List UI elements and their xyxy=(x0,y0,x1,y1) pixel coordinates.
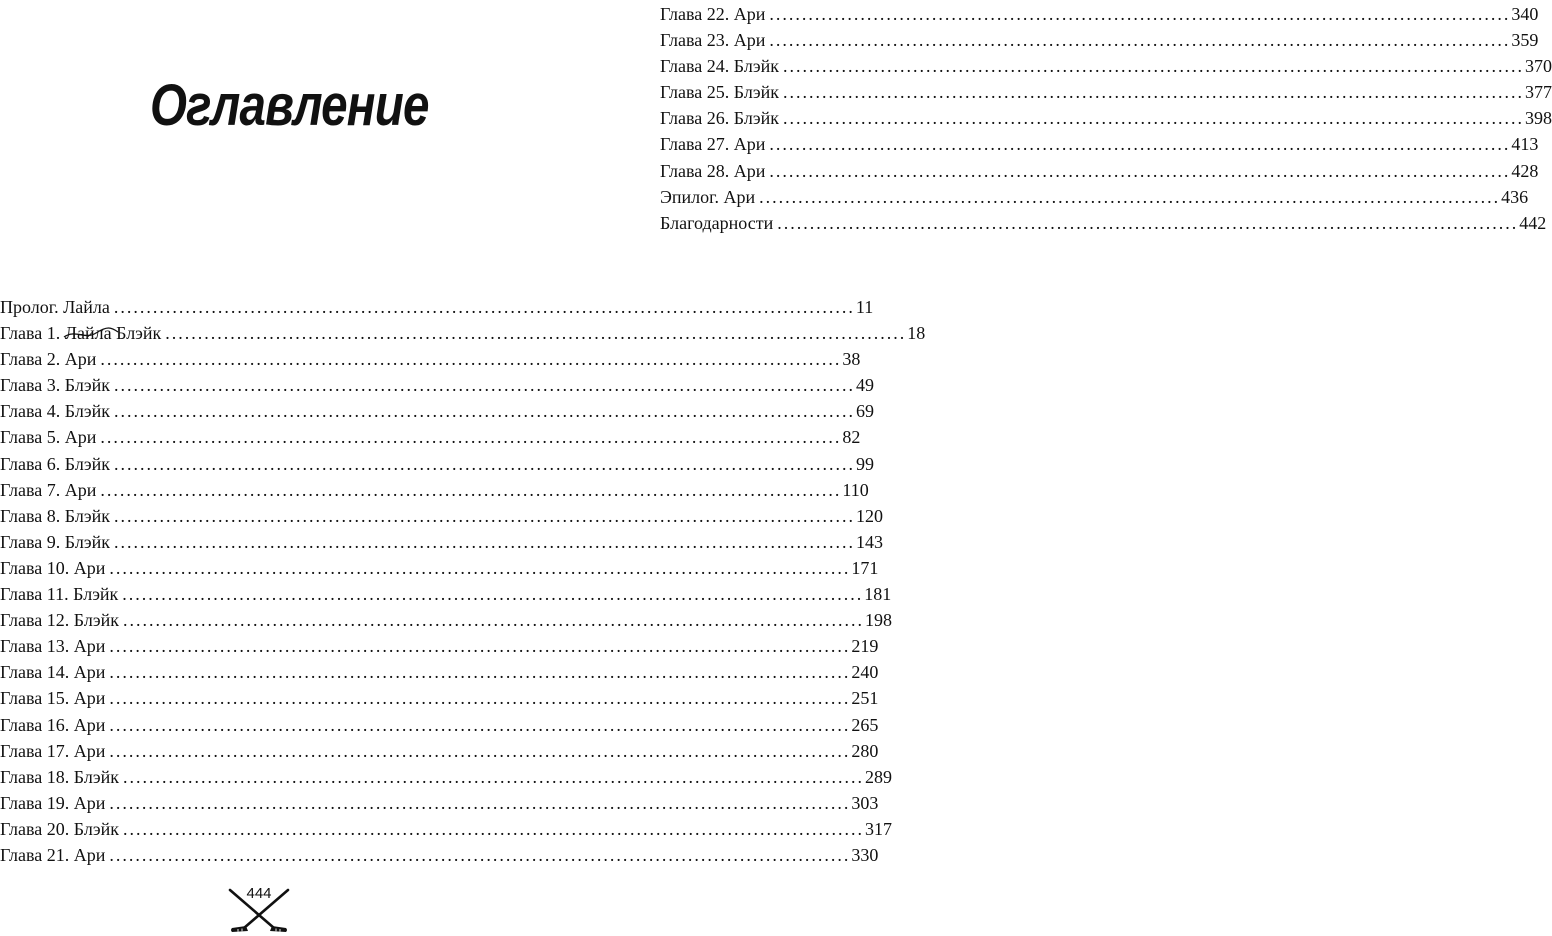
toc-entry xyxy=(0,398,874,424)
toc-entry-page: 38 xyxy=(842,349,861,370)
toc-entry xyxy=(0,685,879,711)
toc-dot-leader: .................................................................................................................. xyxy=(769,160,1511,181)
toc-entry xyxy=(0,816,892,842)
toc-entry-title: Благодарности xyxy=(660,212,774,233)
toc-entry xyxy=(660,131,1539,157)
toc-entry xyxy=(660,1,1539,27)
toc-dot-leader: .................................................................................................................. xyxy=(109,557,851,578)
toc-entry-page: 181 xyxy=(864,584,892,605)
toc-entry xyxy=(0,842,879,868)
folio xyxy=(226,884,292,934)
toc-entry-page: 198 xyxy=(864,610,892,631)
toc-dot-leader: .................................................................................................................. xyxy=(122,766,864,787)
toc-dot-leader: .................................................................................................................. xyxy=(777,212,1519,233)
handwritten-strikethrough xyxy=(63,324,119,344)
toc-entry-chapter-1 xyxy=(0,320,926,346)
toc-entry-page: 436 xyxy=(1501,186,1529,207)
toc-entry-title: Глава 6. Блэйк xyxy=(0,453,110,474)
toc-dot-leader: .................................................................................................................. xyxy=(100,427,842,448)
toc-entry-page: 49 xyxy=(855,375,874,396)
toc-entry-title: Глава 26. Блэйк xyxy=(660,108,779,129)
toc-entry xyxy=(0,738,879,764)
toc-entry-title: Глава 28. Ари xyxy=(660,160,766,181)
toc-entry-title: Глава 24. Блэйк xyxy=(660,56,779,77)
toc-entry xyxy=(660,158,1539,184)
toc-entry-title: Глава 12. Блэйк xyxy=(0,610,119,631)
toc-entry-page: 289 xyxy=(864,766,892,787)
toc-entry-title: Глава 20. Блэйк xyxy=(0,818,119,839)
toc-entry-page: 219 xyxy=(851,636,879,657)
toc-entry-title: Глава 5. Ари xyxy=(0,427,97,448)
toc-dot-leader: .................................................................................................................. xyxy=(100,349,842,370)
toc-entry xyxy=(0,503,883,529)
toc-dot-leader: .................................................................................................................. xyxy=(782,108,1524,129)
toc-entry-title: Глава 22. Ари xyxy=(660,4,766,24)
chapter-name: Блэйк xyxy=(116,323,162,344)
toc-dot-leader: .................................................................................................................. xyxy=(769,30,1511,51)
toc-entry xyxy=(0,529,883,555)
toc-entry-title: Глава 19. Ари xyxy=(0,792,106,813)
toc-entry xyxy=(0,764,892,790)
toc-heading: Оглавление xyxy=(150,73,429,138)
toc-entry-page: 317 xyxy=(864,818,892,839)
toc-entry-title: Глава 13. Ари xyxy=(0,636,106,657)
toc-dot-leader: .................................................................................................................. xyxy=(109,714,851,735)
toc-entry-page: 171 xyxy=(851,557,879,578)
toc-entry-page: 18 xyxy=(907,323,926,344)
toc-dot-leader: .................................................................................................................. xyxy=(782,82,1524,103)
toc-entry-page: 303 xyxy=(851,792,879,813)
toc-dot-leader: .................................................................................................................. xyxy=(782,56,1524,77)
toc-entry xyxy=(0,346,861,372)
toc-entry-page: 280 xyxy=(851,740,879,761)
toc-entry-page: 251 xyxy=(851,688,879,709)
toc-entry xyxy=(0,659,879,685)
toc-dot-leader: .................................................................................................................. xyxy=(109,636,851,657)
toc-entry-title: Глава 9. Блэйк xyxy=(0,531,110,552)
toc-entry-page: 398 xyxy=(1524,108,1552,129)
toc-entry-title xyxy=(0,320,161,346)
toc-entry-title: Глава 21. Ари xyxy=(0,844,106,865)
toc-dot-leader: .................................................................................................................. xyxy=(122,610,864,631)
chapter-prefix: Глава 1. xyxy=(0,323,61,344)
toc-entry xyxy=(0,633,879,659)
toc-entry-title: Эпилог. Ари xyxy=(660,186,756,207)
toc-entry-prologue xyxy=(0,294,874,320)
toc-dot-leader: .................................................................................................................. xyxy=(113,531,855,552)
toc-entry-title: Пролог. Лайла xyxy=(0,297,110,317)
toc-entry-page: 442 xyxy=(1519,212,1547,233)
toc-entry-page: 265 xyxy=(851,714,879,735)
toc-entry-page: 143 xyxy=(855,531,883,552)
toc-entry xyxy=(0,477,869,503)
toc-entry-page: 120 xyxy=(855,505,883,526)
toc-entry xyxy=(0,424,861,450)
toc-entry xyxy=(0,712,879,738)
toc-entry-title: Глава 15. Ари xyxy=(0,688,106,709)
toc-dot-leader: .................................................................................................................. xyxy=(113,297,855,317)
struck-out-name xyxy=(65,320,112,346)
toc-entry-title: Глава 14. Ари xyxy=(0,662,106,683)
toc-entry xyxy=(660,27,1539,53)
toc-entry-title: Глава 8. Блэйк xyxy=(0,505,110,526)
toc-entry-page: 82 xyxy=(842,427,861,448)
toc-entry xyxy=(660,105,1552,131)
toc-dot-leader: .................................................................................................................. xyxy=(109,688,851,709)
toc-dot-leader: .................................................................................................................. xyxy=(769,134,1511,155)
toc-dot-leader: .................................................................................................................. xyxy=(759,186,1501,207)
toc-entry-page: 99 xyxy=(855,453,874,474)
toc-dot-leader: .................................................................................................................. xyxy=(109,844,851,865)
toc-entry xyxy=(0,451,874,477)
toc-dot-leader: .................................................................................................................. xyxy=(113,505,855,526)
toc-dot-leader: .................................................................................................................. xyxy=(109,662,851,683)
toc-entry xyxy=(0,607,892,633)
toc-entry-page: 330 xyxy=(851,844,879,865)
toc-entry xyxy=(660,53,1552,79)
toc-entry-title: Глава 27. Ари xyxy=(660,134,766,155)
toc-dot-leader: .................................................................................................................. xyxy=(100,479,842,500)
toc-entry-title: Глава 18. Блэйк xyxy=(0,766,119,787)
toc-entry-title: Глава 2. Ари xyxy=(0,349,97,370)
toc-entry xyxy=(0,581,892,607)
toc-entry-page: 428 xyxy=(1511,160,1539,181)
toc-entry-title: Глава 11. Блэйк xyxy=(0,584,119,605)
toc-list-left xyxy=(0,294,926,868)
toc-dot-leader: .................................................................................................................. xyxy=(113,375,855,396)
toc-dot-leader: .................................................................................................................. xyxy=(109,792,851,813)
toc-entry-page: 413 xyxy=(1511,134,1539,155)
toc-entry-title: Глава 17. Ари xyxy=(0,740,106,761)
toc-dot-leader: .................................................................................................................. xyxy=(113,401,855,422)
toc-entry-title: Глава 16. Ари xyxy=(0,714,106,735)
toc-entry xyxy=(660,79,1552,105)
toc-entry-page: 69 xyxy=(855,401,874,422)
toc-entry-title: Глава 7. Ари xyxy=(0,479,97,500)
toc-entry-page: 240 xyxy=(851,662,879,683)
page-number: 444 xyxy=(246,885,272,902)
toc-dot-leader: .................................................................................................................. xyxy=(769,4,1511,24)
toc-entry-title: Глава 25. Блэйк xyxy=(660,82,779,103)
struck-word-text: Лайла xyxy=(64,323,112,344)
toc-dot-leader: .................................................................................................................. xyxy=(113,453,855,474)
toc-entry-page: 110 xyxy=(842,479,869,500)
toc-entry-page: 370 xyxy=(1524,56,1552,77)
toc-entry xyxy=(0,555,879,581)
toc-entry-page: 11 xyxy=(855,297,874,317)
toc-dot-leader: .................................................................................................................. xyxy=(165,323,907,344)
toc-entry xyxy=(0,372,874,398)
toc-entry-page: 340 xyxy=(1511,4,1539,24)
toc-dot-leader: .................................................................................................................. xyxy=(122,584,864,605)
toc-dot-leader: .................................................................................................................. xyxy=(122,818,864,839)
toc-dot-leader: .................................................................................................................. xyxy=(109,740,851,761)
toc-entry-page: 377 xyxy=(1524,82,1552,103)
toc-entry-title: Глава 10. Ари xyxy=(0,557,106,578)
toc-entry-page: 359 xyxy=(1511,30,1539,51)
toc-entry-title: Глава 3. Блэйк xyxy=(0,375,110,396)
toc-entry-title: Глава 23. Ари xyxy=(660,30,766,51)
toc-entry xyxy=(0,790,879,816)
toc-entry xyxy=(660,184,1529,210)
toc-list-right xyxy=(660,1,1552,236)
toc-entry-title: Глава 4. Блэйк xyxy=(0,401,110,422)
toc-entry xyxy=(660,210,1547,236)
